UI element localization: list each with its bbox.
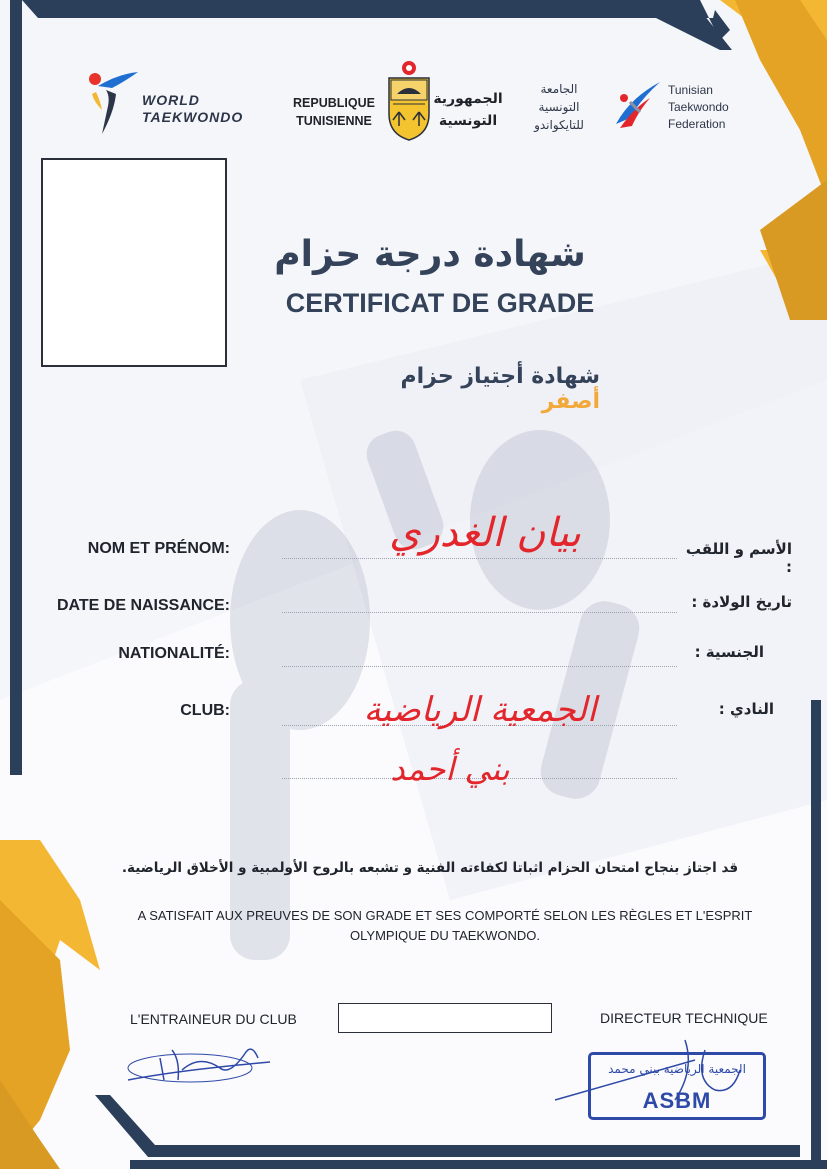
subtitle-ar [340, 364, 600, 414]
nationality-label-ar: الجنسية : [694, 643, 764, 661]
republic-name-fr [286, 94, 382, 130]
photo-placeholder [41, 158, 227, 367]
signature-box [338, 1003, 552, 1033]
world-taekwondo-logo-icon [88, 66, 140, 138]
wt-line-2: TAEKWONDO [142, 109, 244, 125]
director-signature-icon [545, 1030, 745, 1110]
belt-color: أصفر [541, 389, 600, 414]
wt-line-1: WORLD [142, 92, 200, 108]
federation-ar-line-3: للتايكواندو [534, 118, 584, 132]
name-line [282, 558, 677, 559]
title-ar: شهادة درجة حزام [274, 234, 586, 275]
stamp-text-ar: الجمعية الرياضية ببني محمد [608, 1062, 746, 1076]
republic-ar-line-1: الجمهورية [433, 91, 503, 107]
birth-date-label-fr: DATE DE NAISSANCE: [56, 597, 230, 614]
federation-ar-line-1: الجامعة [540, 82, 578, 96]
statement-fr [100, 906, 790, 946]
title-fr: CERTIFICAT DE GRADE [285, 288, 595, 318]
name-label-fr: NOM ET PRÉNOM: [87, 540, 230, 557]
birth-date-line [282, 612, 677, 613]
federation-en-line-2: Taekwondo [668, 100, 729, 114]
club-label-ar: النادي : [718, 700, 774, 718]
coach-label: L'ENTRAINEUR DU CLUB [130, 1011, 297, 1027]
club-value-line-2: بني أحمد [390, 750, 510, 788]
federation-en-line-1: Tunisian [668, 83, 713, 97]
federation-ar-line-2: التونسية [538, 100, 580, 114]
statement-ar: قد اجتاز بنجاح امتحان الحزام اثباتا لكفاءته الفنية و تشبعه بالروح الأولمبية و الأخلاق الرياضية. [121, 860, 739, 876]
statement-fr-line-1: A SATISFAIT AUX PREUVES DE SON GRADE ET SES COMPORTÉ SELON LES RÈGLES ET L'ESPRIT [137, 908, 753, 923]
federation-logo-icon [610, 78, 664, 130]
name-label-ar: الأسم و اللقب : [685, 540, 792, 576]
statement-fr-line-2: OLYMPIQUE DU TAEKWONDO. [350, 928, 540, 943]
federation-name-ar [514, 80, 604, 134]
republic-fr-line-1: REPUBLIQUE [293, 96, 375, 110]
republic-fr-line-2: TUNISIENNE [296, 114, 372, 128]
club-label-fr: CLUB: [180, 702, 230, 719]
republic-ar-line-2: التونسية [438, 113, 498, 129]
nationality-label-fr: NATIONALITÉ: [118, 645, 230, 662]
coach-signature-icon [120, 1040, 280, 1090]
subtitle-prefix: شهادة أجتياز حزام [400, 364, 600, 389]
federation-name-en [668, 82, 729, 133]
stamp-text-en: ASBM [642, 1088, 712, 1113]
world-taekwondo-wordmark [142, 92, 243, 126]
republic-name-ar [432, 88, 504, 132]
nationality-line [282, 666, 677, 667]
coat-of-arms-icon [385, 60, 433, 142]
club-value: الجمعية الرياضية [363, 690, 597, 730]
name-value: بيان الغدري [389, 510, 581, 556]
federation-en-line-3: Federation [668, 117, 726, 131]
director-label: DIRECTEUR TECHNIQUE [600, 1010, 768, 1026]
birth-date-label-ar: تاريخ الولادة : [691, 593, 792, 611]
